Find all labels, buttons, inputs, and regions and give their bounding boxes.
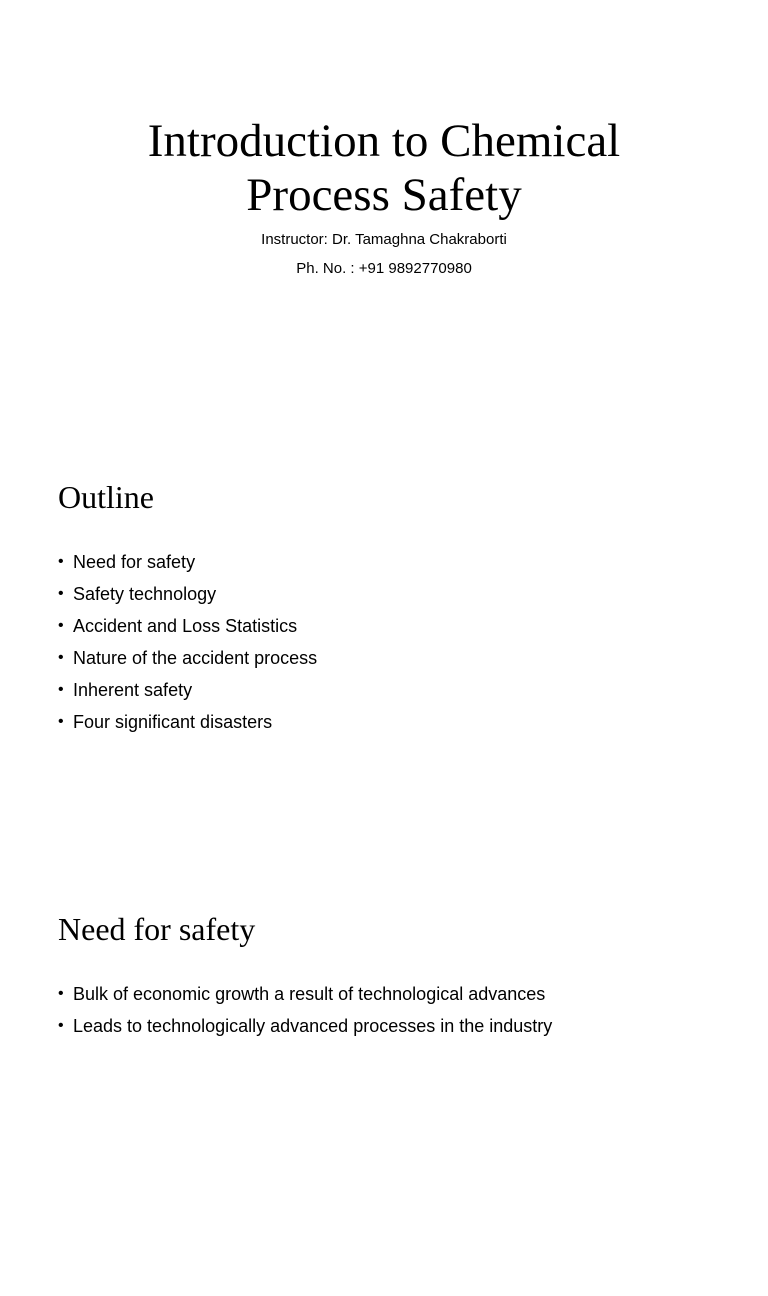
list-item: [58, 550, 317, 582]
list-item-text: Bulk of economic growth a result of technological advances: [73, 984, 546, 1004]
title-line: Introduction to Chemical: [147, 115, 621, 167]
list-item-text: Accident and Loss Statistics: [73, 616, 298, 636]
list-item-text: Inherent safety: [73, 680, 193, 700]
slide-heading: Outline: [58, 479, 154, 515]
list-item-text: Four significant disasters: [73, 712, 273, 732]
bullet-list: [58, 982, 552, 1046]
outline-slide: [0, 432, 768, 864]
bullet-icon: •: [58, 985, 64, 1002]
bullet-icon: •: [58, 649, 64, 666]
list-item-text: Nature of the accident process: [73, 648, 318, 668]
list-item: [58, 678, 317, 710]
need-for-safety-slide: [0, 864, 768, 1296]
list-item: [58, 646, 317, 678]
slide-heading: Need for safety: [58, 911, 256, 947]
bullet-icon: •: [58, 681, 64, 698]
list-item: [58, 582, 317, 614]
bullet-icon: •: [58, 585, 64, 602]
list-item-text: Leads to technologically advanced processes in the industry: [73, 1016, 553, 1036]
bullet-list: [58, 550, 317, 742]
list-item: [58, 1014, 552, 1046]
list-item: [58, 982, 552, 1014]
presentation-title: [0, 114, 768, 222]
list-item-text: Need for safety: [73, 552, 196, 572]
bullet-icon: •: [58, 1017, 64, 1034]
title-slide: [0, 0, 768, 432]
list-item: [58, 614, 317, 646]
bullet-icon: •: [58, 713, 64, 730]
title-line: Process Safety: [246, 169, 522, 221]
bullet-icon: •: [58, 617, 64, 634]
list-item-text: Safety technology: [73, 584, 217, 604]
bullet-icon: •: [58, 553, 64, 570]
instructor-name: Instructor: Dr. Tamaghna Chakraborti: [261, 231, 507, 248]
instructor-phone: Ph. No. : +91 9892770980: [296, 260, 472, 277]
list-item: [58, 710, 317, 742]
